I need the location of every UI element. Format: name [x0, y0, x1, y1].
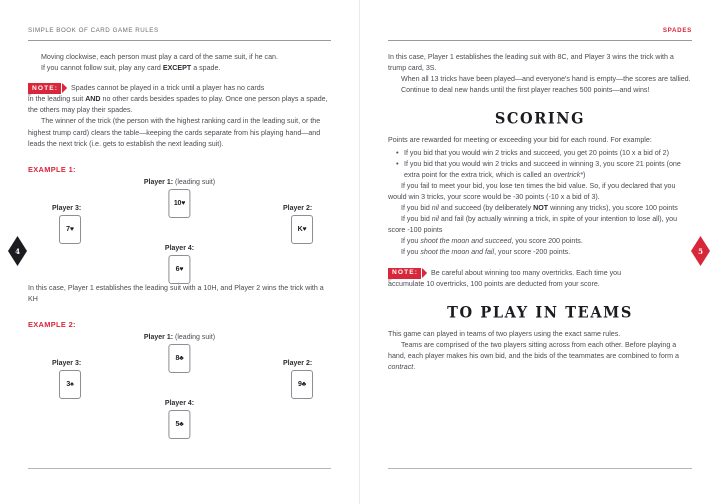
seat-label: [144, 178, 215, 187]
teams-2-pre: Teams are comprised of the two players sitting across from each other. Before playing a hand, each player makes his own bid, and the bids of the teammates are combined to form a: [388, 340, 680, 360]
example-2-seat-player-4: [165, 399, 194, 439]
paragraph-moving-clockwise: Moving clockwise, each person must play a card of the same suit, if he can.: [41, 53, 278, 61]
nil-fail-pre: If you bid: [401, 215, 432, 224]
paragraph-fail-bid: If you fail to meet your bid, you lose ten times the bid value. So, if you declared that you would win 3 tricks, your score would be -30 points (-10 x a bid of 3).: [388, 181, 676, 201]
follow-suit-except: EXCEPT: [162, 64, 192, 73]
example-1-diagram: [28, 178, 331, 283]
follow-suit-pre: If you cannot follow suit, play any card: [41, 64, 163, 73]
player-name: Player 1:: [143, 178, 174, 186]
note-callout-overtricks: [388, 268, 692, 290]
playing-card: 5♣: [169, 410, 191, 439]
running-head-right: [388, 26, 692, 40]
running-head-rule: [28, 40, 331, 41]
footer-rule-right: [388, 468, 692, 469]
player-sub: (leading suit): [173, 178, 216, 186]
note-chevron-icon: [421, 268, 430, 279]
running-head-left: [28, 26, 331, 40]
paragraph-follow-suit: [28, 63, 331, 74]
example-1-caption: In this case, Player 1 establishes the leading suit with a 10H, and Player 2 wins the trick with a KH: [28, 283, 324, 303]
note-line-1: Spades cannot be played in a trick until a player has no cards: [71, 84, 265, 93]
note-line-1: Be careful about winning too many overtricks. Each time you: [431, 268, 622, 277]
playing-card: 3♠: [59, 370, 81, 399]
note-line-2: [28, 94, 331, 116]
moon-success-pre: If you: [401, 237, 421, 246]
example-1-label: EXAMPLE 1:: [28, 164, 76, 174]
section-heading-scoring: SCORING: [494, 109, 586, 129]
note-badge: NOTE:: [388, 268, 421, 279]
player-name: Player 4:: [164, 400, 195, 408]
nil-fail-nil: nil: [431, 215, 439, 224]
seat-label: [283, 204, 313, 213]
section-heading-teams: TO PLAY IN TEAMS: [447, 302, 633, 322]
note-line-2-pre: in the leading suit: [28, 95, 86, 104]
nil-fail-post: and fail (by actually winning a trick, in spite of your intention to lose all), you score -100 points: [388, 215, 678, 235]
moon-fail-em: shoot the moon and fail: [420, 248, 495, 257]
moon-fail-pre: If you: [401, 248, 421, 257]
note-chevron-icon: [61, 83, 70, 94]
note-first-line: [28, 83, 331, 94]
running-head-right-text: SPADES: [662, 27, 692, 34]
nil-success-nil: nil: [431, 204, 439, 213]
running-head-left-text: SIMPLE BOOK OF CARD GAME RULES: [28, 27, 159, 34]
bullet-2-post: ): [583, 170, 586, 179]
example-1-seat-player-2: [283, 204, 313, 244]
moon-success-em: shoot the moon and succeed: [420, 237, 512, 246]
playing-card: 6♥: [169, 255, 191, 284]
example-1-seat-player-1: [144, 178, 215, 218]
footer-rule-left: [28, 468, 331, 469]
nil-success-post: winning any tricks), you score 100 points: [548, 204, 678, 213]
running-head-rule: [388, 40, 692, 41]
example-1-seat-player-4: [165, 244, 194, 284]
paragraph-thirteen-tricks: When all 13 tricks have been played—and everyone's hand is empty—the scores are tallied.: [401, 75, 691, 84]
paragraph-winner-of-trick: The winner of the trick (the person with the highest ranking card in the leading suit, or the highest trump card) clears the table—keeping the cards separate from his playing hand—and leads the next trick (i.e. gets to establish the next leading suit).: [28, 117, 321, 148]
right-page: [360, 0, 720, 504]
example-2-label: EXAMPLE 2:: [28, 320, 76, 330]
example-2-seat-player-1: [144, 333, 215, 373]
nil-success-not: NOT: [533, 204, 549, 213]
example-2-seat-player-3: [52, 359, 81, 399]
paragraph-moon-fail: [388, 247, 692, 258]
note-line-2-and: AND: [85, 95, 101, 104]
page-number-left: [8, 236, 27, 266]
note-callout-spades: [28, 83, 331, 116]
note-first-line: [388, 268, 692, 279]
seat-label: [165, 244, 194, 253]
seat-label: [144, 333, 215, 342]
follow-suit-post: a spade.: [191, 64, 221, 73]
scoring-bullets: [388, 148, 692, 181]
teams-2-contract: contract: [388, 363, 414, 372]
note-line-2: accumulate 10 overtricks, 100 points are deducted from your score.: [388, 279, 600, 288]
playing-card: K♥: [291, 215, 313, 244]
player-name: Player 1:: [143, 334, 174, 342]
playing-card: 8♣: [169, 344, 191, 373]
paragraph-nil-fail: [388, 214, 692, 236]
scoring-bullet-2: [398, 159, 692, 181]
page-number-text: 5: [698, 246, 703, 256]
paragraph-nil-success: [388, 203, 692, 214]
right-page-body: [388, 52, 692, 373]
paragraph-moon-success: [388, 236, 692, 247]
paragraph-trump-example: In this case, Player 1 establishes the leading suit with 8C, and Player 3 wins the trick with a trump card, 3S.: [388, 53, 674, 73]
page-number-text: 4: [15, 246, 20, 256]
seat-label: [165, 399, 194, 408]
nil-success-mid: and succeed (by deliberately: [438, 204, 534, 213]
playing-card: 10♥: [169, 189, 191, 218]
player-name: Player 3:: [52, 360, 82, 368]
paragraph-deal-new-hands: Continue to deal new hands until the first player reaches 500 points—and wins!: [401, 86, 650, 95]
player-name: Player 2:: [283, 204, 313, 212]
page-number-right: [691, 236, 710, 266]
teams-paragraph-2: [388, 340, 692, 373]
example-2-seat-player-2: [283, 359, 313, 399]
player-sub: (leading suit): [173, 334, 216, 342]
teams-paragraph-1: This game can played in teams of two players using the exact same rules.: [388, 329, 621, 338]
bullet-2-overtrick: overtrick*: [553, 170, 584, 179]
scoring-intro: Points are rewarded for meeting or exceeding your bid for each round. For example:: [388, 136, 652, 145]
playing-card: 7♥: [59, 215, 81, 244]
nil-success-pre: If you bid: [401, 204, 432, 213]
moon-success-post: , you score 200 points.: [511, 237, 583, 246]
note-badge: NOTE:: [28, 83, 61, 94]
note-line-2-post: no other cards besides spades to play. Once one person plays a spade, the others may play their spades.: [28, 95, 328, 115]
seat-label: [283, 359, 313, 368]
left-page-body: [28, 52, 331, 438]
player-name: Player 3:: [52, 204, 82, 212]
bullet-2-pre: If you bid that you would win 2 tricks and succeed in winning 3, you score 21 points (one extra point for the extra trick, which is called an: [404, 159, 681, 179]
moon-fail-post: , your score -200 points.: [494, 248, 571, 257]
seat-label: [52, 359, 81, 368]
example-1-seat-player-3: [52, 204, 81, 244]
player-name: Player 4:: [164, 244, 195, 252]
playing-card: 9♣: [291, 370, 313, 399]
seat-label: [52, 204, 81, 213]
player-name: Player 2:: [283, 360, 313, 368]
teams-2-post: .: [413, 363, 416, 372]
scoring-bullet-1: • If you bid that you would win 2 tricks and succeed, you get 20 points (10 x a bid of 2): [398, 148, 692, 159]
example-2-diagram: [28, 333, 331, 438]
